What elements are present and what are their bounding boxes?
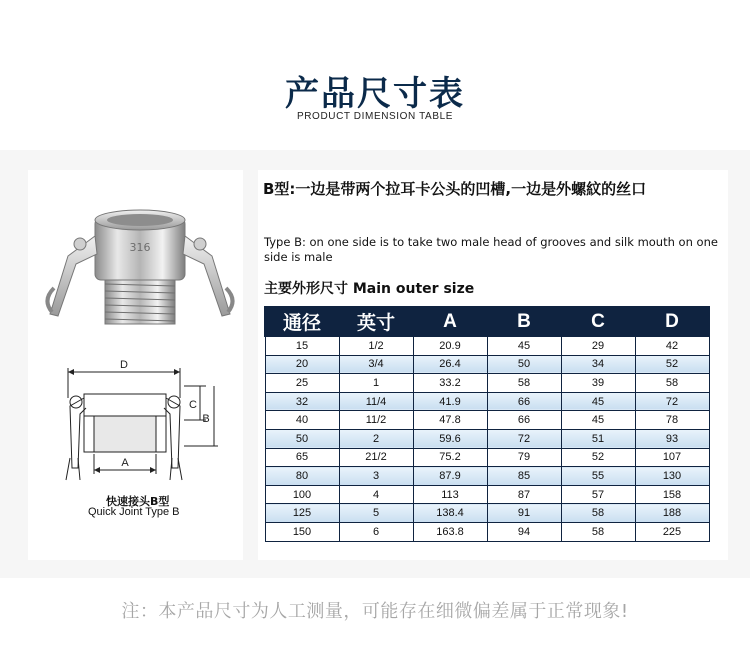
col-header: 通径 <box>265 307 339 336</box>
table-cell: 45 <box>487 336 561 355</box>
table-row <box>265 504 709 523</box>
table-cell: 50 <box>265 429 339 448</box>
table-cell: 20 <box>265 355 339 374</box>
table-cell: 39 <box>561 374 635 393</box>
footer-note: 注：本产品尺寸为人工测量，可能存在细微偏差属于正常现象! <box>121 601 629 622</box>
table-cell: 85 <box>487 467 561 486</box>
table-header-row <box>265 307 709 336</box>
table-cell: 58 <box>635 374 709 393</box>
table-cell: 21/2 <box>339 448 413 467</box>
table-cell: 72 <box>487 429 561 448</box>
table-cell: 51 <box>561 429 635 448</box>
type-description: Type B: on one side is to take two male head of grooves and silk mouth on one side is male <box>264 235 718 264</box>
table-cell: 1 <box>339 374 413 393</box>
table-cell: 100 <box>265 485 339 504</box>
table-cell: 65 <box>265 448 339 467</box>
table-cell: 87 <box>487 485 561 504</box>
table-cell: 42 <box>635 336 709 355</box>
table-cell: 29 <box>561 336 635 355</box>
dimension-table <box>264 306 710 542</box>
table-cell: 113 <box>413 485 487 504</box>
table-row <box>265 392 709 411</box>
table-cell: 87.9 <box>413 467 487 486</box>
table-cell: 79 <box>487 448 561 467</box>
table-cell: 25 <box>265 374 339 393</box>
table-cell: 32 <box>265 392 339 411</box>
table-cell: 75.2 <box>413 448 487 467</box>
table-cell: 57 <box>561 485 635 504</box>
table-cell: 125 <box>265 504 339 523</box>
table-cell: 47.8 <box>413 411 487 430</box>
table-cell: 11/2 <box>339 411 413 430</box>
product-photo <box>40 196 240 346</box>
page-subtitle: PRODUCT DIMENSION TABLE <box>296 111 454 122</box>
table-cell: 41.9 <box>413 392 487 411</box>
table-cell: 66 <box>487 392 561 411</box>
table-cell: 138.4 <box>413 504 487 523</box>
main-size-heading: 主要外形尺寸 Main outer size <box>264 281 475 297</box>
dim-a-label: A <box>121 457 129 469</box>
table-cell: 80 <box>265 467 339 486</box>
dim-d-label: D <box>120 359 128 371</box>
table-cell: 1/2 <box>339 336 413 355</box>
table-body <box>265 336 709 541</box>
table-cell: 93 <box>635 429 709 448</box>
table-row <box>265 429 709 448</box>
table-cell: 107 <box>635 448 709 467</box>
table-cell: 5 <box>339 504 413 523</box>
table-cell: 58 <box>561 504 635 523</box>
table-cell: 15 <box>265 336 339 355</box>
table-cell: 130 <box>635 467 709 486</box>
technical-diagram <box>56 358 226 493</box>
table-cell: 3/4 <box>339 355 413 374</box>
col-header: D <box>635 307 709 336</box>
table-cell: 2 <box>339 429 413 448</box>
table-cell: 3 <box>339 467 413 486</box>
table-cell: 163.8 <box>413 522 487 541</box>
table-cell: 52 <box>561 448 635 467</box>
table-cell: 6 <box>339 522 413 541</box>
dim-b-label: B <box>202 413 210 425</box>
col-header: B <box>487 307 561 336</box>
table-row <box>265 522 709 541</box>
table-row <box>265 374 709 393</box>
table-cell: 225 <box>635 522 709 541</box>
table-cell: 188 <box>635 504 709 523</box>
dimension-table-wrap <box>264 306 710 542</box>
table-cell: 34 <box>561 355 635 374</box>
col-header: C <box>561 307 635 336</box>
table-row <box>265 485 709 504</box>
table-cell: 66 <box>487 411 561 430</box>
table-cell: 58 <box>487 374 561 393</box>
table-cell: 40 <box>265 411 339 430</box>
table-cell: 150 <box>265 522 339 541</box>
table-cell: 45 <box>561 392 635 411</box>
table-cell: 72 <box>635 392 709 411</box>
table-row <box>265 355 709 374</box>
table-row <box>265 448 709 467</box>
header <box>0 0 750 150</box>
table-cell: 94 <box>487 522 561 541</box>
table-cell: 58 <box>561 522 635 541</box>
table-cell: 158 <box>635 485 709 504</box>
table-cell: 26.4 <box>413 355 487 374</box>
table-row <box>265 467 709 486</box>
table-cell: 52 <box>635 355 709 374</box>
diagram-caption-cn: 快速接头B型 <box>106 495 170 508</box>
table-row <box>265 336 709 355</box>
table-row <box>265 411 709 430</box>
table-cell: 20.9 <box>413 336 487 355</box>
dim-c-label: C <box>189 399 197 411</box>
table-cell: 33.2 <box>413 374 487 393</box>
col-header: 英寸 <box>339 307 413 336</box>
table-cell: 50 <box>487 355 561 374</box>
engraving: 316 <box>129 241 151 254</box>
table-cell: 55 <box>561 467 635 486</box>
diagram-caption-en: Quick Joint Type B <box>88 506 180 518</box>
table-cell: 78 <box>635 411 709 430</box>
table-cell: 45 <box>561 411 635 430</box>
table-cell: 59.6 <box>413 429 487 448</box>
type-heading: B型:一边是带两个拉耳卡公头的凹槽,一边是外螺紋的丝口 <box>263 180 647 198</box>
col-header: A <box>413 307 487 336</box>
table-cell: 91 <box>487 504 561 523</box>
table-cell: 4 <box>339 485 413 504</box>
page-title: 产品尺寸表 <box>285 74 465 114</box>
table-cell: 11/4 <box>339 392 413 411</box>
